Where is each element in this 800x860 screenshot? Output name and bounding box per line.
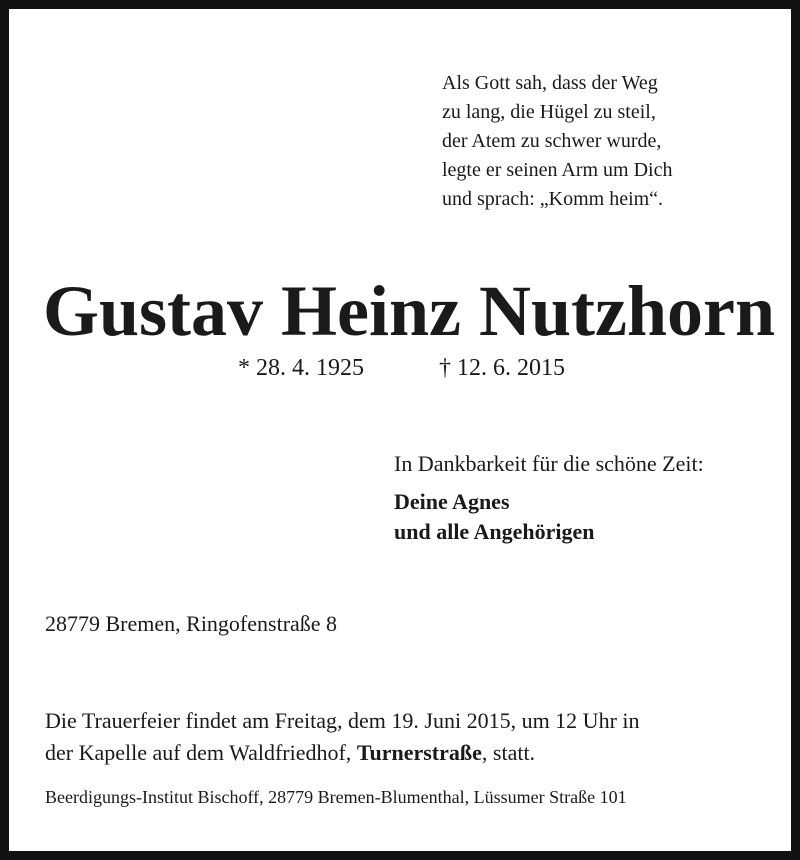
- service-street: Turnerstraße: [356, 740, 482, 765]
- poem-line: und sprach: „Komm heim“.: [442, 188, 664, 210]
- thanks-text: In Dankbarkeit für die schöne Zeit:: [394, 451, 704, 476]
- signer-line: Deine Agnes: [394, 489, 510, 514]
- deceased-name: Gustav Heinz Nutzhorn: [42, 271, 776, 351]
- service-line-end: , statt.: [481, 740, 536, 765]
- service-location: der Kapelle auf dem Waldfriedhof,: [45, 740, 357, 765]
- poem-line: Als Gott sah, dass der Weg: [442, 72, 658, 94]
- signer-line: und alle Angehörigen: [394, 519, 595, 544]
- family-address: 28779 Bremen, Ringofenstraße 8: [45, 611, 338, 636]
- poem-line: der Atem zu schwer wurde,: [442, 130, 662, 152]
- undertaker-info: Beerdigungs-Institut Bischoff, 28779 Bremen-Blumenthal, Lüssumer Straße 101: [45, 787, 627, 807]
- poem-line: zu lang, die Hügel zu steil,: [442, 101, 656, 123]
- death-date: † 12. 6. 2015: [439, 355, 565, 381]
- signers-block: [394, 487, 594, 547]
- poem-block: [442, 69, 762, 214]
- service-line-1: Die Trauerfeier findet am Freitag, dem 19. Juni 2015, um 12 Uhr in: [45, 708, 640, 733]
- service-line-2: [45, 737, 640, 769]
- poem-line: legte er seinen Arm um Dich: [442, 159, 673, 181]
- funeral-service-info: [45, 705, 640, 769]
- birth-date: * 28. 4. 1925: [238, 355, 364, 381]
